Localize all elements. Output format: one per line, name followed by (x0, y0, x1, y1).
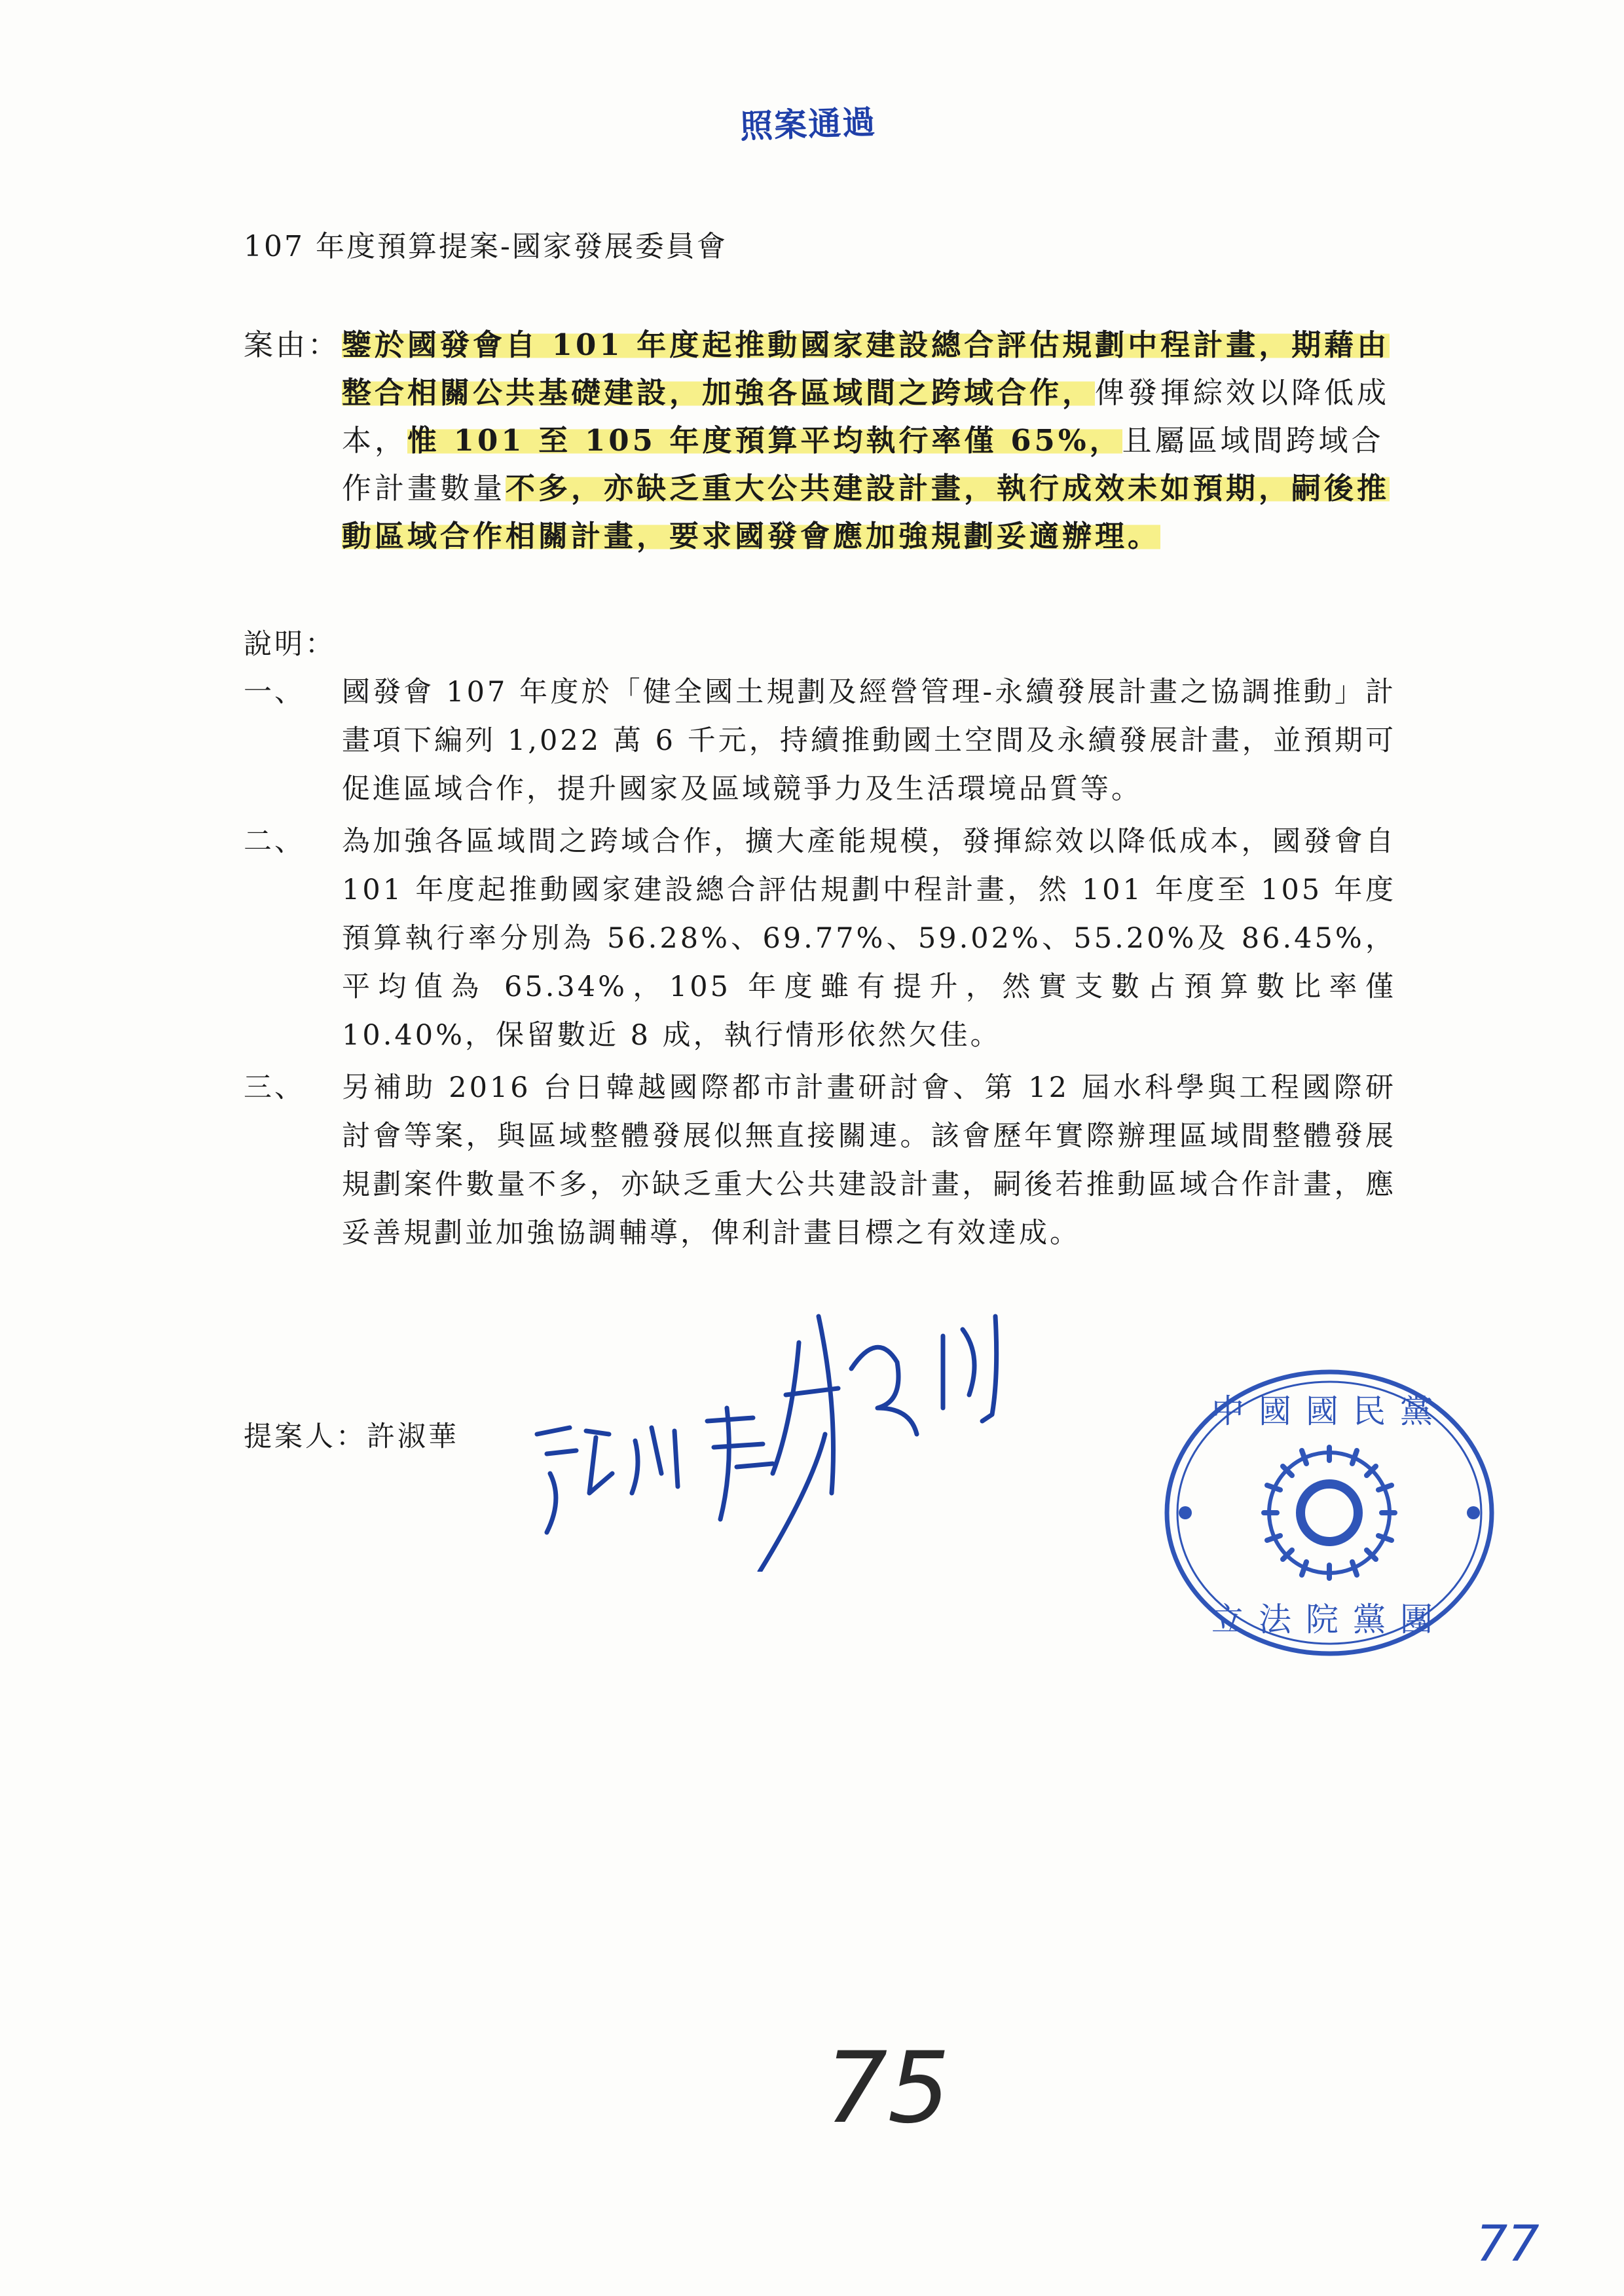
svg-text:77: 77 (1476, 2214, 1540, 2272)
party-seal (1159, 1362, 1500, 1663)
reason-highlight-2: 惟 101 至 105 年度預算平均執行率僅 65%， (407, 423, 1122, 458)
reason-text (342, 321, 1396, 560)
seal-top-text: 中國國民黨 (1211, 1392, 1447, 1430)
note-text: 為加強各區域間之跨域合作，擴大產能規模，發揮綜效以降低成本，國發會自 101 年度起推動國家建設總合評估規劃中程計畫，然 101 年度至 105 年度預算執行率分別為 56.28%、69.77%、59.02%、55.20%及 86.45%，平均值為 65.34%，105 年度雖有提升，然實支數占預算數比率僅 10.40%，保留數近 8 成，執行情形依然欠佳。 (342, 825, 1396, 1052)
approved-stamp: 照案通過 (739, 103, 877, 146)
proposal-reason (244, 321, 1396, 560)
list-item (244, 668, 1396, 813)
list-item (244, 1064, 1396, 1257)
svg-text:75: 75 (825, 2037, 950, 2141)
note-text: 另補助 2016 台日韓越國際都市計畫研討會、第 12 屆水科學與工程國際研討會等案，與區域整體發展似無直接關連。該會歷年實際辦理區域間整體發展規劃案件數量不多，亦缺乏重大公共建設計畫，嗣後若推動區域合作計畫，應妥善規劃並加強協調輔導，俾利計畫目標之有效達成。 (342, 1071, 1396, 1250)
reason-plain-2: 且屬區域間跨域合作計畫數量 (342, 423, 1384, 506)
notes-heading: 說明： (244, 628, 336, 661)
note-number: 二、 (244, 825, 305, 858)
page-number-main (819, 2037, 989, 2141)
note-number: 一、 (244, 676, 305, 709)
handwritten-signature (511, 1277, 1100, 1572)
reason-label: 案由： (244, 327, 341, 362)
seal-bottom-text: 立法院黨團 (1211, 1601, 1447, 1639)
list-item (244, 817, 1396, 1060)
notes-list (244, 668, 1396, 1261)
document-title: 107 年度預算提案-國家發展委員會 (244, 230, 728, 263)
reason-plain-1: 俾發揮綜效以降低成本， (342, 375, 1390, 458)
proposer-line: 提案人：許淑華 (244, 1420, 459, 1453)
note-number: 三、 (244, 1071, 305, 1104)
page-number-corner (1473, 2213, 1565, 2272)
reason-highlight-1: 鑒於國發會自 101 年度起推動國家建設總合評估規劃中程計畫，期藉由整合相關公共基礎建設，加強各區域間之跨域合作， (342, 327, 1390, 410)
note-text: 國發會 107 年度於「健全國土規劃及經營管理-永續發展計畫之協調推動」計畫項下編列 1,022 萬 6 千元，持續推動國土空間及永續發展計畫，並預期可促進區域合作，提升國家及區域競爭力及生活環境品質等。 (342, 676, 1396, 805)
reason-highlight-3: 不多，亦缺乏重大公共建設計畫，執行成效未如預期，嗣後推動區域合作相關計畫，要求國發會應加強規劃妥適辦理。 (342, 471, 1390, 553)
